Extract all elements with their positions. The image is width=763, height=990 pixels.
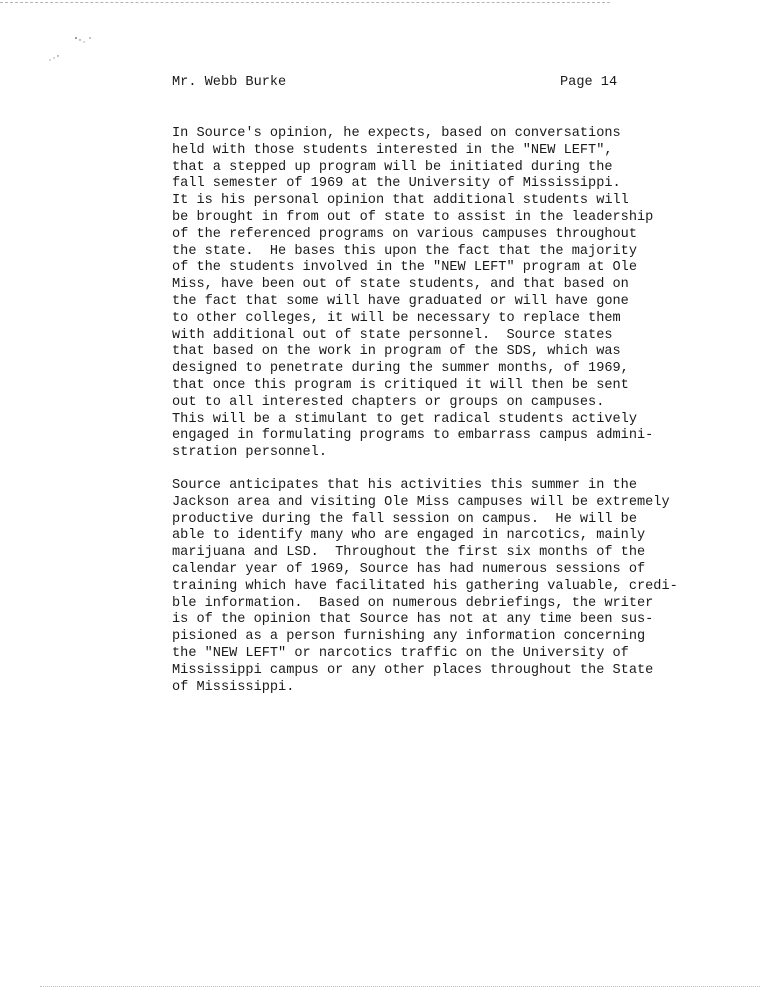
text-line: In Source's opinion, he expects, based on conversations <box>172 126 621 141</box>
text-line: of the students involved in the "NEW LEFT" program at Ole <box>172 260 637 276</box>
text-line: Miss, have been out of state students, and that based on <box>172 277 629 293</box>
text-line: that once this program is critiqued it will then be sent <box>172 377 629 393</box>
text-line: to other colleges, it will be necessary to replace them <box>172 310 621 326</box>
text-line: marijuana and LSD. Throughout the first six months of the <box>172 545 646 561</box>
text-line: is of the opinion that Source has not at any time been sus- <box>172 612 654 628</box>
scan-specks <box>40 32 100 68</box>
text-line: out to all interested chapters or groups on campuses. <box>172 394 605 410</box>
text-line: ble information. Based on numerous debriefings, the writer <box>172 595 654 611</box>
top-edge-rule <box>0 2 610 3</box>
text-line: of the referenced programs on various campuses throughout <box>172 226 637 242</box>
body-paragraph-1 <box>172 126 653 462</box>
text-line: This will be a stimulant to get radical students actively <box>172 411 637 427</box>
letter-addressee: Mr. Webb Burke <box>172 75 287 90</box>
text-line: Jackson area and visiting Ole Miss campuses will be extremely <box>172 494 670 510</box>
text-line: calendar year of 1969, Source has had numerous sessions of <box>172 561 646 577</box>
text-line: held with those students interested in the "NEW LEFT", <box>172 142 613 158</box>
text-line: the "NEW LEFT" or narcotics traffic on the University of <box>172 645 629 661</box>
text-line: be brought in from out of state to assist in the leadership <box>172 209 654 225</box>
body-paragraph-2 <box>172 478 678 696</box>
text-line: engaged in formulating programs to embarrass campus admini- <box>172 428 654 444</box>
text-line: with additional out of state personnel. Source states <box>172 327 613 343</box>
text-line: the state. He bases this upon the fact that the majority <box>172 243 637 259</box>
text-line: productive during the fall session on campus. He will be <box>172 511 637 527</box>
text-line: of Mississippi. <box>172 679 295 695</box>
text-line: Mississippi campus or any other places throughout the State <box>172 662 654 678</box>
text-line: stration personnel. <box>172 445 327 461</box>
text-line: It is his personal opinion that additional students will <box>172 193 629 209</box>
text-line: the fact that some will have graduated or will have gone <box>172 293 629 309</box>
text-line: training which have facilitated his gathering valuable, credi- <box>172 578 678 594</box>
page-number: Page 14 <box>560 75 618 90</box>
text-line: pisioned as a person furnishing any information concerning <box>172 629 646 645</box>
text-line: designed to penetrate during the summer months, of 1969, <box>172 361 629 377</box>
text-line: Source anticipates that his activities this summer in the <box>172 478 637 493</box>
bottom-edge-rule <box>40 986 760 987</box>
text-line: that based on the work in program of the SDS, which was <box>172 344 621 360</box>
text-line: that a stepped up program will be initiated during the <box>172 159 613 175</box>
text-line: fall semester of 1969 at the University of Mississippi. <box>172 176 621 192</box>
text-line: able to identify many who are engaged in narcotics, mainly <box>172 528 646 544</box>
